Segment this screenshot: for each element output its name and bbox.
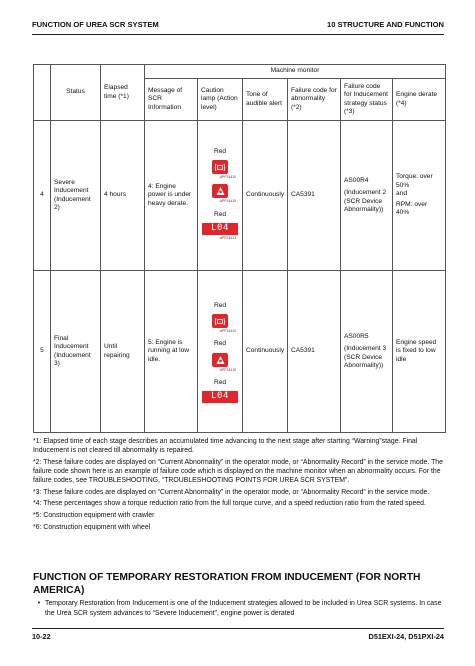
row-caution-lamp — [198, 271, 243, 433]
engine-derate-icon — [212, 353, 228, 367]
lamp-color-label: Red — [213, 210, 227, 218]
row-number: 5 — [34, 271, 51, 433]
row-status: Final Inducement (Inducement 3) — [51, 271, 101, 433]
strategy-description: (Inducement 2 (SCR Device Abnormality)) — [344, 189, 387, 213]
col-no — [34, 65, 51, 121]
row-strategy — [341, 121, 393, 271]
row-tone: Continuously — [243, 271, 288, 433]
row-elapsed: 4 hours — [101, 121, 145, 271]
bullet-icon: • — [37, 600, 41, 607]
lamp-code: APP14415 — [219, 367, 236, 372]
page-footer — [32, 632, 444, 641]
lamp-color-label: Red — [213, 301, 227, 309]
col-derate: Engine derate (*4) — [393, 79, 446, 121]
strategy-code: AS00R5 — [344, 333, 369, 341]
col-message: Message of SCR Information — [145, 79, 198, 121]
bullet-text: Temporary Restoration from Inducement is one of the Inducement strategies allowed to be included in Urea SCR systems. In case the Urea SCR system advances to “Severe Inducement”, engine power is derated — [45, 600, 442, 617]
footnote: *4: These percentages show a torque reduction ratio from the full torque curve, and a speed reduction ratio from the rated speed. — [33, 500, 426, 508]
page-number: 10-22 — [32, 632, 51, 641]
table-row — [34, 271, 446, 433]
row-derate: Engine speed is fixed to low idle — [393, 271, 446, 433]
engine-derate-icon — [212, 184, 228, 198]
table-row — [34, 121, 446, 271]
lamp-display-code: L04 — [202, 223, 238, 235]
row-caution-lamp — [198, 121, 243, 271]
strategy-code: AS00R4 — [344, 177, 369, 185]
footnotes — [33, 437, 445, 535]
row-message: 5: Engine is running at low idle. — [145, 271, 198, 433]
svg-text:!: ! — [219, 319, 221, 324]
footnote: *5: Construction equipment with crawler — [33, 512, 155, 520]
lamp-code: APP14415 — [219, 199, 236, 204]
model-names: D51EXI-24, D51PXI-24 — [368, 632, 444, 641]
derate-and: and — [396, 189, 408, 197]
row-status: Severe Inducement (Inducement 2) — [51, 121, 101, 271]
inducement-table — [33, 64, 446, 433]
row-tone: Continuously — [243, 121, 288, 271]
col-tone: Tone of audible alert — [243, 79, 288, 121]
page-header — [32, 20, 444, 34]
row-derate — [393, 121, 446, 271]
lamp-display-code: L04 — [202, 391, 238, 403]
col-lamp: Caution lamp (Action level) — [198, 79, 243, 121]
footer-rule — [32, 628, 444, 629]
lamp-code: APP14410 — [219, 329, 236, 334]
header-rule — [32, 34, 444, 35]
derate-rpm: RPM: over 40% — [396, 201, 428, 217]
row-number: 4 — [34, 121, 51, 271]
lamp-color-label: Red — [213, 147, 227, 155]
footnote: *6: Construction equipment with wheel — [33, 523, 151, 531]
row-strategy — [341, 271, 393, 433]
strategy-description: (Inducement 3 (SCR Device Abnormality)) — [344, 345, 387, 369]
lamp-color-label: Red — [213, 340, 227, 348]
footnote: *3: These failure codes are displayed on “Current Abnormality” in the operator mode, or “Abnormality Record” in the service mode. — [33, 488, 430, 496]
row-failure-code: CA5391 — [288, 121, 341, 271]
col-failure-code: Failure code for abnormality (*2) — [288, 79, 341, 121]
derate-torque: Torque: over 50% — [396, 173, 433, 189]
footnote: *1: Elapsed time of each stage describes an accumulated time advancing to the next stage after starting “Warning”stage. Final Inducement is not cleared till abnormality is repaired. — [33, 438, 418, 455]
section-title: FUNCTION OF TEMPORARY RESTORATION FROM INDUCEMENT (FOR NORTH AMERICA) — [33, 572, 421, 597]
col-failure-code-strategy: Failure code for Inducement strategy status (*3) — [341, 79, 393, 121]
lamp-code: APP14413 — [219, 235, 236, 240]
col-machine-monitor: Machine monitor — [145, 65, 446, 79]
emission-warning-icon — [212, 160, 228, 174]
header-chapter-title: 10 STRUCTURE AND FUNCTION — [326, 20, 444, 29]
header-section-title: FUNCTION OF UREA SCR SYSTEM — [32, 20, 159, 29]
emission-warning-icon — [212, 314, 228, 328]
col-elapsed: Elapsed time (*1) — [101, 65, 145, 121]
row-elapsed: Until repairing — [101, 271, 145, 433]
lamp-code: APP14410 — [219, 175, 236, 180]
svg-text:!: ! — [219, 165, 221, 170]
footnote: *2: These failure codes are displayed on “Current Abnormality” in the operator mode, or “Abnormality Record” in the service mode. The failure code shown here is an example of failure code which is displayed on the machine monitor when an abnormality occurs. For the failure codes, see TROUBLESHOOTING, “TROUBLESHOOTING POINTS FOR UREA SCR SYSTEM”. — [33, 458, 443, 485]
row-failure-code: CA5391 — [288, 271, 341, 433]
bullet-item — [33, 599, 445, 618]
col-status: Status — [51, 65, 101, 121]
row-message: 4: Engine power is under heavy derate. — [145, 121, 198, 271]
lamp-color-label: Red — [213, 378, 227, 386]
